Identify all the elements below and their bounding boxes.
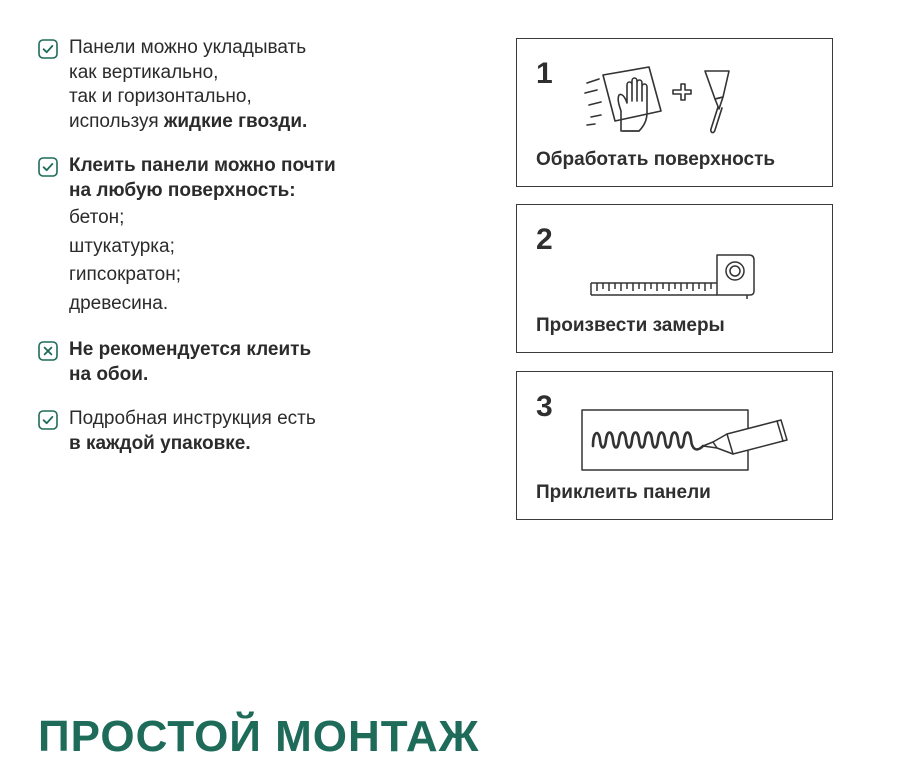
surface-list-item: бетон; [69,207,125,228]
step-number: 2 [536,223,553,256]
feature-heading: на обои. [69,363,149,385]
step-card-2 [516,204,833,353]
step-number: 3 [536,390,553,423]
glue-tube-icon [577,406,797,476]
step-card-3 [516,371,833,520]
feature-text: так и горизонтально, [69,86,252,107]
step-caption: Обработать поверхность [536,149,776,170]
surface-list-item: древесина. [69,292,169,314]
step-card-1 [516,38,833,187]
check-icon [38,157,58,177]
check-icon [38,410,58,430]
check-icon [38,39,58,59]
feature-item-surfaces [38,154,418,318]
feature-text: Панели можно укладывать [69,37,307,58]
feature-text [69,110,418,135]
feature-text-prefix: используя [69,110,164,132]
glove-spatula-icon [581,59,741,139]
surface-list-item: штукатурка; [69,235,175,257]
feature-text-bold: жидкие гвозди. [163,110,308,132]
feature-heading: Клеить панели можно почти [69,155,336,176]
cross-icon [38,341,58,361]
step-number: 1 [536,57,553,90]
feature-text: Подробная инструкция есть [69,408,316,429]
tape-measure-icon [587,251,757,301]
section-title: ПРОСТОЙ МОНТАЖ [38,712,480,761]
feature-text-bold: в каждой упаковке. [69,432,251,454]
surface-list-item: гипсократон; [69,264,181,285]
step-caption: Приклеить панели [536,482,711,503]
feature-list [38,36,418,476]
step-caption: Произвести замеры [536,315,725,336]
feature-text: как вертикально, [69,61,219,83]
feature-heading: на любую поверхность: [69,179,296,201]
feature-item-orientation [38,36,418,134]
feature-item-wallpaper [38,338,418,387]
feature-heading: Не рекомендуется клеить [69,339,312,360]
feature-item-instructions [38,407,418,456]
